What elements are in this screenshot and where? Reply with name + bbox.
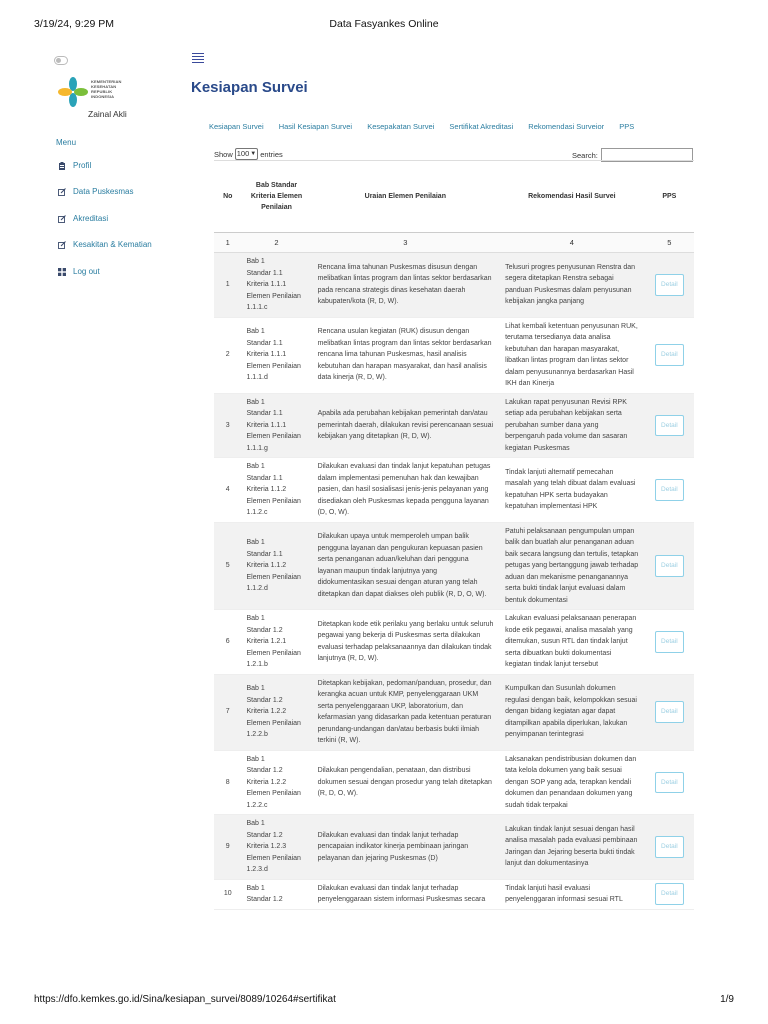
row-pps (645, 879, 694, 909)
row-no: 6 (214, 610, 241, 675)
row-pps (645, 458, 694, 523)
row-uraian: Rencana lima tahunan Puskesmas disusun dengan melibatkan lintas program dan lintas sektor berdasarkan pada rencana strategis dinas kesehatan daerah kabupaten/kota (R, D, W). (312, 253, 500, 318)
table-row (214, 815, 694, 880)
sidebar-item-kesakitan-kematian[interactable] (58, 240, 152, 249)
sidebar-toggle[interactable] (54, 56, 68, 65)
table-row (214, 253, 694, 318)
row-pps (645, 253, 694, 318)
user-name: Zainal Akli (88, 109, 127, 119)
row-no: 9 (214, 815, 241, 880)
sidebar-item-label: Data Puskesmas (73, 187, 134, 196)
tab-pps[interactable]: PPS (619, 122, 635, 131)
sidebar-item-akreditasi[interactable] (58, 214, 108, 223)
tab-hasil-kesiapan-survei[interactable]: Hasil Kesiapan Survei (278, 122, 353, 131)
sidebar-item-log-out[interactable] (58, 267, 100, 276)
row-no: 4 (214, 458, 241, 523)
row-uraian: Ditetapkan kebijakan, pedoman/panduan, prosedur, dan kerangka acuan untuk KMP, penyelenggaraan UKM serta penyelenggaraan UKP, laboratorium, dan kefarmasian yang didasarkan pada ketentuan peraturan perundang-undangan dan/atau berbasis bukti ilmiah terkini (R, W). (312, 674, 500, 750)
row-rekomendasi: Lakukan tindak lanjut sesuai dengan hasil analisa masalah pada evaluasi pembinaan Jaringan dan Jejaring beserta bukti tindak lanjut dan dokumentasinya (499, 815, 645, 880)
detail-button[interactable]: Detail (655, 274, 684, 296)
row-rekomendasi: Lakukan evaluasi pelaksanaan penerapan kode etik pegawai, analisa masalah yang ditemukan, susun RTL dan tindak lanjut serta dibuatkan bukti dokumentasi kegiatan tindak lanjut tersebut (499, 610, 645, 675)
table-row (214, 610, 694, 675)
table-row (214, 393, 694, 458)
row-bab: Bab 1 Standar 1.1 Kriteria 1.1.1 Elemen Penilaian 1.1.1.d (241, 317, 311, 393)
table-row (214, 317, 694, 393)
row-pps (645, 317, 694, 393)
table-row (214, 458, 694, 523)
row-uraian: Apabila ada perubahan kebijakan pemerintah dan/atau pemerintah daerah, dilakukan revisi perencanaan sesuai kebijakan yang ditetapkan (R, D, W). (312, 393, 500, 458)
entries-label: entries (260, 149, 283, 159)
row-rekomendasi: Tindak lanjuti alternatif pemecahan masalah yang telah dibuat dalam evaluasi kepatuhan HPK serta budayakan kepatuhan implementasi HPK (499, 458, 645, 523)
row-rekomendasi: Lakukan rapat penyusunan Revisi RPK setiap ada perubahan kebijakan serta perubahan sumber dana yang berpengaruh pada volume dan sasaran kegiatan Puskesmas (499, 393, 645, 458)
sidebar-item-label: Kesakitan & Kematian (73, 240, 152, 249)
row-pps (645, 522, 694, 610)
detail-button[interactable]: Detail (655, 344, 684, 366)
row-bab: Bab 1 Standar 1.1 Kriteria 1.1.2 Elemen Penilaian 1.1.2.c (241, 458, 311, 523)
detail-button[interactable]: Detail (655, 415, 684, 437)
row-bab: Bab 1 Standar 1.2 Kriteria 1.2.1 Elemen Penilaian 1.2.1.b (241, 610, 311, 675)
row-rekomendasi: Tindak lanjuti hasil evaluasi penyelenggaran informasi sesuai RTL (499, 879, 645, 909)
col-header-uraian[interactable]: Uraian Elemen Penilaian (364, 193, 446, 200)
col-header-pps[interactable]: PPS (662, 193, 677, 200)
row-no: 10 (214, 879, 241, 909)
grid-icon (58, 268, 66, 276)
row-bab: Bab 1 Standar 1.2 Kriteria 1.2.3 Elemen Penilaian 1.2.3.d (241, 815, 311, 880)
table-row (214, 674, 694, 750)
row-uraian: Dilakukan evaluasi dan tindak lanjut terhadap penyelenggaraan sistem informasi Puskesmas secara (312, 879, 500, 909)
tab-bar (209, 122, 647, 131)
print-date: 3/19/24, 9:29 PM (34, 18, 114, 30)
col-number: 5 (667, 238, 672, 247)
col-header-rekomendasi[interactable]: Rekomendasi Hasil Survei (528, 193, 616, 200)
edit-icon (58, 241, 66, 249)
edit-icon (58, 215, 66, 223)
row-uraian: Dilakukan evaluasi dan tindak lanjut kepatuhan petugas dalam implementasi pemenuhan hak dan kewajiban pasien, dan hasil sosialisasi jenis-jenis pelayanan yang disediakan oleh Puskesmas kepada pengguna layanan (D, O, W). (312, 458, 500, 523)
sidebar-item-label: Akreditasi (73, 214, 109, 223)
detail-button[interactable]: Detail (655, 836, 684, 858)
col-number: 1 (225, 238, 230, 247)
row-pps (645, 393, 694, 458)
print-doc-title: Data Fasyankes Online (329, 18, 439, 30)
row-bab: Bab 1 Standar 1.2 Kriteria 1.2.2 Elemen Penilaian 1.2.2.b (241, 674, 311, 750)
row-uraian: Dilakukan pengendalian, penataan, dan distribusi dokumen sesuai dengan prosedur yang telah ditetapkan (R, D, O, W). (312, 750, 500, 815)
row-uraian: Ditetapkan kode etik perilaku yang berlaku untuk seluruh pegawai yang bekerja di Puskesmas serta dilakukan evaluasi terhadap pelaksanaannya dan dilakukan tindak lanjutnya (R, D, W). (312, 610, 500, 675)
sidebar-item-data-puskesmas[interactable] (58, 187, 133, 196)
entries-select[interactable]: 100 ▼ (236, 149, 257, 158)
clipboard-icon (58, 162, 66, 170)
row-bab: Bab 1 Standar 1.1 Kriteria 1.1.1 Elemen Penilaian 1.1.1.c (241, 253, 311, 318)
entries-control (214, 148, 283, 160)
col-header-no[interactable]: No (223, 193, 233, 200)
sidebar-item-profil[interactable] (58, 161, 91, 170)
row-no: 7 (214, 674, 241, 750)
row-bab: Bab 1 Standar 1.2 Kriteria 1.2.2 Elemen Penilaian 1.2.2.c (241, 750, 311, 815)
row-rekomendasi: Patuhi pelaksanaan pengumpulan umpan balik dan buatlah alur penanganan aduan baik secara langsung dan tertulis, tetapkan petugas yang bertanggung jawab terhadap aduan dan mekanisme penanganannya serta bukti tindak lanjut evaluasi dalam bentuk dokumentasi (499, 522, 645, 610)
tab-kesepakatan-survei[interactable]: Kesepakatan Survei (367, 122, 435, 131)
show-label: Show (214, 149, 233, 159)
row-pps (645, 674, 694, 750)
table-row (214, 879, 694, 909)
row-pps (645, 610, 694, 675)
page-title: Kesiapan Survei (191, 79, 308, 96)
detail-button[interactable]: Detail (655, 479, 684, 501)
detail-button[interactable]: Detail (655, 631, 684, 653)
col-number: 2 (274, 238, 279, 247)
menu-label: Menu (56, 138, 77, 147)
row-bab: Bab 1 Standar 1.1 Kriteria 1.1.1 Elemen Penilaian 1.1.1.g (241, 393, 311, 458)
detail-button[interactable]: Detail (655, 883, 684, 905)
tab-kesiapan-survei[interactable]: Kesiapan Survei (209, 122, 264, 131)
print-page-number: 1/9 (720, 994, 734, 1005)
sidebar-item-label: Profil (73, 161, 92, 170)
row-rekomendasi: Laksanakan pendistribusian dokumen dan tata kelola dokumen yang baik sesuai dengan SOP yang ada, terapkan kendali dokumen dan penandaan dokumen yang sudah tidak terpakai (499, 750, 645, 815)
sidebar-item-label: Log out (73, 267, 100, 276)
hamburger-menu-icon[interactable] (192, 53, 204, 65)
row-pps (645, 815, 694, 880)
row-uraian: Rencana usulan kegiatan (RUK) disusun dengan melibatkan lintas program dan lintas sektor berdasarkan rencana lima tahunan Puskesmas, hasil analisis kebutuhan dan harapan masyarakat, dan hasil analisis data kinerja (R, D, W). (312, 317, 500, 393)
row-no: 1 (214, 253, 241, 318)
row-pps (645, 750, 694, 815)
table-row (214, 750, 694, 815)
detail-button[interactable]: Detail (655, 555, 684, 577)
tab-rekomendasi-surveior[interactable]: Rekomendasi Surveior (528, 122, 605, 131)
row-rekomendasi: Lihat kembali ketentuan penyusunan RUK, terutama tersedianya data analisa kebutuhan dan harapan masyarakat, libatkan lintas program dan lintas sektor dalam penyusunannya berdasarkan Hasil IKH dan Kinerja (499, 317, 645, 393)
row-bab: Bab 1 Standar 1.1 Kriteria 1.1.2 Elemen Penilaian 1.1.2.d (241, 522, 311, 610)
chevron-down-icon: ▼ (250, 151, 257, 157)
row-uraian: Dilakukan evaluasi dan tindak lanjut terhadap pencapaian indikator kinerja pembinaan jaringan pelayanan dan jejaring Puskesmas (D) (312, 815, 500, 880)
edit-icon (58, 188, 66, 196)
col-number: 3 (403, 238, 408, 247)
row-rekomendasi: Telusuri progres penyusunan Renstra dan segera ditetapkan Renstra sebagai panduan Puskesmas dalam penyusunan kebijakan jangka panjang (499, 253, 645, 318)
row-bab: Bab 1 Standar 1.2 (241, 879, 311, 909)
detail-button[interactable]: Detail (655, 772, 684, 794)
tab-sertifikat-akreditasi[interactable]: Sertifikat Akreditasi (449, 122, 514, 131)
col-header-bab[interactable]: Bab Standar Kriteria Elemen Penilaian (250, 182, 303, 211)
search-label: Search: (572, 150, 598, 160)
row-no: 2 (214, 317, 241, 393)
row-no: 3 (214, 393, 241, 458)
col-number: 4 (569, 238, 574, 247)
row-rekomendasi: Kumpulkan dan Susunlah dokumen regulasi dengan baik, kelompokkan sesuai dengan bidang kegiatan agar dapat ditampilkan apabila diperlukan, lakukan penyimpanan terintegrasi (499, 674, 645, 750)
detail-button[interactable]: Detail (655, 701, 684, 723)
rekomendasi-table (214, 160, 694, 910)
logo-text: KEMENTERIAN KESEHATAN REPUBLIK INDONESIA (91, 79, 122, 99)
print-url: https://dfo.kemkes.go.id/Sina/kesiapan_survei/8089/10264#sertifikat (34, 994, 336, 1005)
row-no: 8 (214, 750, 241, 815)
table-row (214, 522, 694, 610)
row-uraian: Dilakukan upaya untuk memperoleh umpan balik pengguna layanan dan pengukuran kepuasan pasien serta penanganan aduan/keluhan dari pengguna layanan maupun tindak lanjutnya yang didokumentasikan sesuai dengan aturan yang telah ditetapkan dan dapat diakses oleh publik (R, D, O, W). (312, 522, 500, 610)
row-no: 5 (214, 522, 241, 610)
